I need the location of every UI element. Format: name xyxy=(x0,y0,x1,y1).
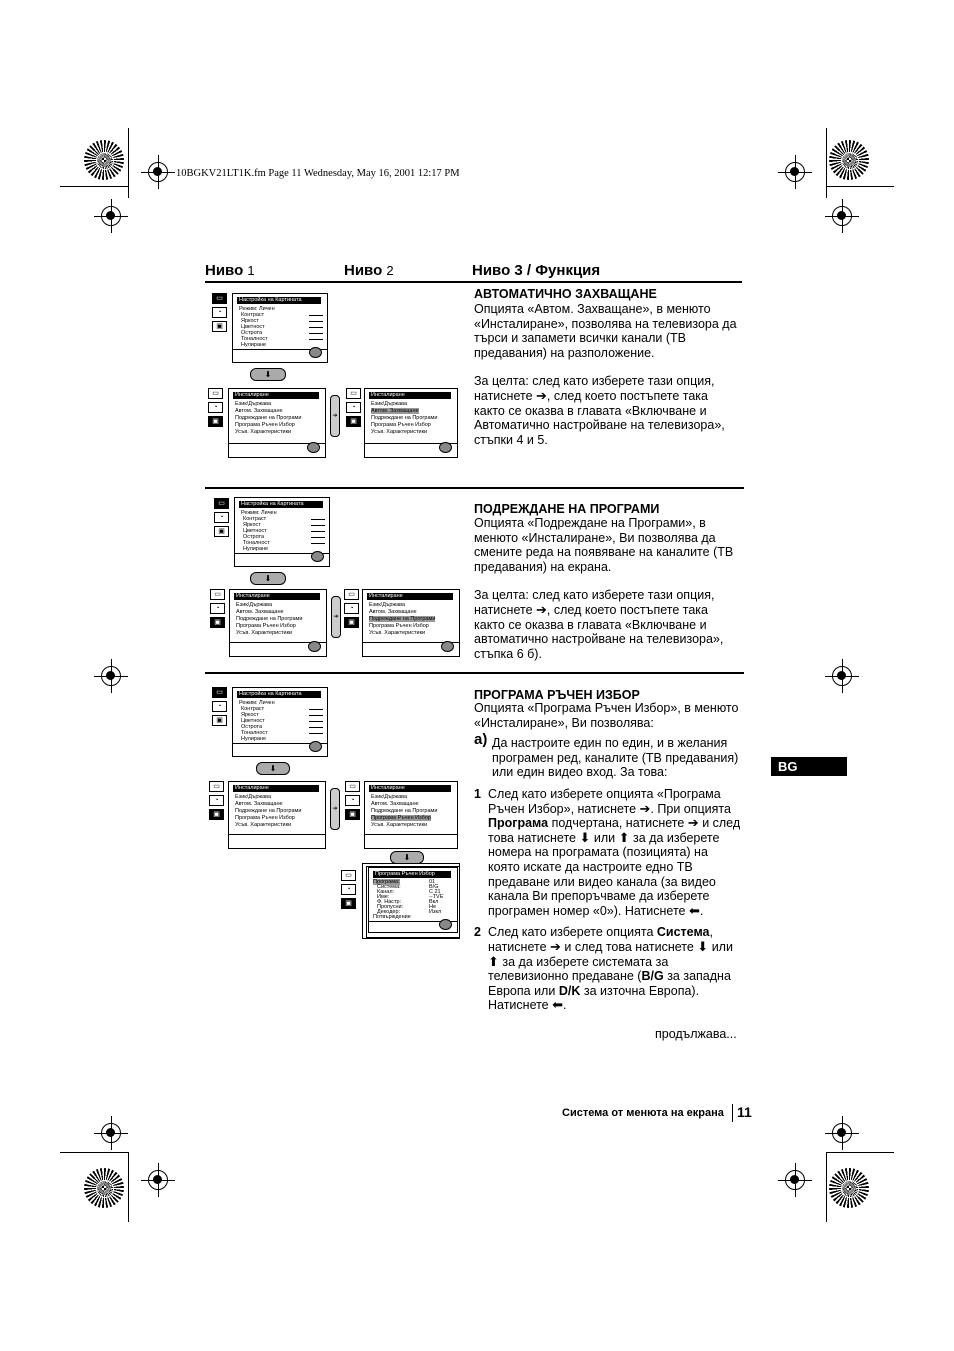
right-arrow-icon: ➔ xyxy=(536,601,547,617)
item-a-label: a) xyxy=(474,731,488,749)
picture-menu-icon: ▭ xyxy=(346,388,361,399)
menu-item: Контраст xyxy=(241,706,265,712)
step1-text-a: След като изберете опцията «Програма Ръчен Избор», натиснете xyxy=(488,786,721,816)
level3-heading: Ниво 3 / Функция xyxy=(472,262,601,279)
crosshair-mark xyxy=(832,666,852,686)
menu-item: Нулиране xyxy=(241,342,267,348)
install-menu-icon: ▣ xyxy=(346,416,361,427)
menu-item: Яркост xyxy=(243,522,261,528)
install-menu-screen-selected xyxy=(362,589,460,657)
ok-button-icon xyxy=(311,551,324,562)
level-bar xyxy=(311,543,325,544)
crosshair-mark xyxy=(785,162,805,182)
menu-item-highlighted: Програма Ръчен Избор xyxy=(371,815,431,821)
level2-num: 2 xyxy=(386,263,394,278)
install-menu-icon: ▣ xyxy=(344,617,359,628)
step1-text-e: за да изберете номера на програмата (позицията) на която искате да настроите едно ТВ предаване или видео канала (за видео канала Ви препоръчваме да изберете програмен номер «0»). Натиснете xyxy=(488,830,720,918)
level-bar xyxy=(309,321,323,322)
level1-word: Ниво xyxy=(205,262,244,279)
up-arrow-icon: ⬆ xyxy=(488,953,499,969)
timer-menu-icon: ◔ xyxy=(208,402,223,413)
step1-or: или xyxy=(593,830,616,845)
menu-icons xyxy=(344,589,360,631)
level-bar xyxy=(309,327,323,328)
menu-item: Контраст xyxy=(241,312,265,318)
crop-line xyxy=(60,186,128,187)
sec2-p2 xyxy=(474,588,742,661)
menu-title: Програма Ръчен Избор xyxy=(373,871,451,878)
ok-button-icon xyxy=(441,641,454,652)
setting-label: Ф. Настр: xyxy=(377,899,402,905)
right-nav-icon: ➔ xyxy=(331,596,341,638)
crosshair-mark xyxy=(148,1170,168,1190)
menu-icons xyxy=(346,388,362,430)
menu-icons xyxy=(341,870,357,912)
step1-text-c: подчертана, натиснете xyxy=(551,816,685,831)
level-bar xyxy=(309,733,323,734)
step2-text-a: След като изберете опцията xyxy=(488,925,654,940)
level-bar xyxy=(311,537,325,538)
sec1-p2a: За целта: след като изберете тази опция, натиснете xyxy=(474,374,715,403)
menu-item: Усъв. Характеристики xyxy=(235,822,292,828)
menu-title: Инсталиране xyxy=(367,593,453,600)
setting-label: Потвърждение xyxy=(373,914,411,920)
header-rule xyxy=(205,281,742,283)
timer-menu-icon: ◔ xyxy=(341,884,356,895)
menu-item: Автом. Захващане xyxy=(369,609,417,615)
install-menu-screen-selected xyxy=(364,781,458,849)
sec1-p2 xyxy=(474,374,739,447)
crosshair-mark xyxy=(832,206,852,226)
menu-item: Подреждане на Програми xyxy=(371,808,438,814)
down-nav-icon: ⬇ xyxy=(250,368,286,381)
ok-button-icon xyxy=(439,442,452,453)
right-arrow-icon: ➔ xyxy=(687,815,699,831)
sec3-item-a xyxy=(474,731,742,780)
setting-value: Вкл xyxy=(429,899,439,905)
sec1-p1: Опцията «Автом. Захващане», в менюто «Инсталиране», позволява на телевизора да търси и запамети всички канали (ТВ предавания) на разположение. xyxy=(474,302,737,360)
step2-text-b: , натиснете xyxy=(488,925,713,954)
menu-icons xyxy=(209,781,225,823)
step2-or: или xyxy=(711,939,733,954)
sec2-heading: ПОДРЕЖДАНЕ НА ПРОГРАМИ xyxy=(474,502,660,516)
right-nav-icon: ➔ xyxy=(330,788,340,830)
menu-item: Автом. Захващане xyxy=(235,408,283,414)
menu-item: Език/Държава xyxy=(235,401,272,407)
left-arrow-icon: ⬅ xyxy=(688,902,700,918)
level-bar xyxy=(311,519,325,520)
step1-text-b: . При опцията xyxy=(650,801,731,816)
system-bg: B/G xyxy=(641,969,664,984)
level-bar xyxy=(309,715,323,716)
step-number: 1 xyxy=(474,786,481,801)
timer-menu-icon: ◔ xyxy=(210,603,225,614)
level-bar xyxy=(311,525,325,526)
sec3-step-2: 2 След като изберете опцията Система, натиснете ➔ и след това натиснете ⬇ или ⬆ за да изберете системата за телевизионно предаване (B/G за западна Европа или D/K за източна Европа). Натиснете ⬅. xyxy=(474,925,733,1013)
menu-item: Усъв. Характеристики xyxy=(236,630,293,636)
crop-line xyxy=(826,1152,827,1222)
right-nav-icon: ➔ xyxy=(330,395,340,437)
crosshair-mark xyxy=(832,1123,852,1143)
install-menu-screen-selected xyxy=(364,388,458,458)
install-menu-icon: ▣ xyxy=(208,416,223,427)
setting-label: Канал: xyxy=(377,889,395,895)
sec3-p1: Опцията «Програма Ръчен Избор», в менюто «Инсталиране», Ви позволява: xyxy=(474,701,739,730)
install-menu-screen xyxy=(228,781,326,849)
right-arrow-icon: ➔ xyxy=(536,387,547,403)
setting-value: Не xyxy=(429,904,437,910)
page-number: 11 xyxy=(737,1104,752,1120)
ok-button-icon xyxy=(308,641,321,652)
menu-item: Език/Държава xyxy=(235,794,272,800)
menu-title: Настройка на Картината xyxy=(237,297,321,304)
timer-menu-icon: ◔ xyxy=(214,512,229,523)
menu-item: Език/Държава xyxy=(371,401,408,407)
down-nav-icon: ⬇ xyxy=(256,762,290,775)
down-nav-icon: ⬇ xyxy=(390,851,424,864)
install-menu-icon: ▣ xyxy=(212,321,227,332)
step2-text-e: за западна Европа или xyxy=(488,969,731,998)
crosshair-mark xyxy=(785,1170,805,1190)
menu-item: Острота xyxy=(241,330,263,336)
step2-text-f: за източна Европа). Натиснете xyxy=(488,983,700,1013)
level1-num: 1 xyxy=(247,263,255,278)
menu-item: Програма Ръчен Избор xyxy=(235,422,295,428)
menu-item: Цветност xyxy=(243,528,267,534)
menu-item: Яркост xyxy=(241,318,259,324)
sec1-body xyxy=(474,302,739,447)
step1-bold: Програма xyxy=(488,816,549,831)
picture-menu-screen xyxy=(234,497,330,567)
menu-item: Автом. Захващане xyxy=(236,609,284,615)
menu-item: Автом. Захващане xyxy=(235,801,283,807)
menu-title: Инсталиране xyxy=(233,785,319,792)
menu-item: Усъв. Характеристики xyxy=(371,822,428,828)
menu-title: Инсталиране xyxy=(234,593,320,600)
picture-menu-icon: ▭ xyxy=(212,293,227,304)
setting-value: C 21 xyxy=(429,889,441,895)
sec3-heading: ПРОГРАМА РЪЧЕН ИЗБОР xyxy=(474,688,640,702)
menu-item: Подреждане на Програми xyxy=(235,415,302,421)
level-bar xyxy=(309,333,323,334)
crop-line xyxy=(826,1152,894,1153)
menu-item: Подреждане на Програми xyxy=(371,415,438,421)
menu-icons xyxy=(214,498,230,540)
timer-menu-icon: ◔ xyxy=(345,795,360,806)
menu-item: Усъв. Характеристики xyxy=(369,630,426,636)
menu-item: Нулиране xyxy=(241,736,267,742)
right-arrow-icon: ➔ xyxy=(639,800,651,816)
setting-value: 01 xyxy=(429,879,436,885)
timer-menu-icon: ◔ xyxy=(212,701,227,712)
registration-star-bl xyxy=(84,1168,124,1208)
down-arrow-icon: ⬇ xyxy=(697,938,709,954)
sec2-body xyxy=(474,516,742,661)
level-bar xyxy=(309,727,323,728)
sec2-p2a: За целта: след като изберете тази опция, натиснете xyxy=(474,588,715,617)
crop-line xyxy=(826,186,894,187)
menu-item: Цветност xyxy=(241,324,265,330)
menu-icons xyxy=(212,293,228,335)
menu-item: Острота xyxy=(243,534,265,540)
manual-tuning-screen xyxy=(368,867,458,933)
timer-menu-icon: ◔ xyxy=(212,307,227,318)
menu-title: Инсталиране xyxy=(233,392,319,399)
menu-item: Език/Държава xyxy=(369,602,406,608)
menu-title: Настройка на Картината xyxy=(239,501,323,508)
menu-icons xyxy=(208,388,224,430)
crop-line xyxy=(60,1152,128,1153)
picture-menu-screen xyxy=(232,293,328,363)
ok-button-icon xyxy=(307,442,320,453)
install-menu-icon: ▣ xyxy=(212,715,227,726)
picture-menu-icon: ▭ xyxy=(208,388,223,399)
menu-item: Режим: Личен xyxy=(239,306,275,312)
menu-item: Цветност xyxy=(241,718,265,724)
menu-item: Програма Ръчен Избор xyxy=(236,623,296,629)
level-bar xyxy=(309,709,323,710)
step-number: 2 xyxy=(474,925,481,940)
setting-value: Изкл xyxy=(429,909,442,915)
language-tab xyxy=(771,757,847,776)
menu-item: Програма Ръчен Избор xyxy=(235,815,295,821)
down-nav-icon: ⬇ xyxy=(250,572,286,585)
menu-item: Тоналност xyxy=(241,730,268,736)
right-arrow-icon: ➔ xyxy=(550,938,561,954)
screen-divider xyxy=(229,834,325,835)
install-menu-icon: ▣ xyxy=(341,898,356,909)
menu-item: Програма Ръчен Избор xyxy=(369,623,429,629)
menu-item: Нулиране xyxy=(243,546,269,552)
screen-divider xyxy=(365,834,457,835)
continued-note: продължава... xyxy=(655,1027,737,1041)
sec3-step-1: 1 След като изберете опцията «Програма Ръчен Избор», натиснете ➔. При опцията Програма подчертана, натиснете ➔ и след това натиснете ⬇ или ⬆ за да изберете номера на програмата (позицията) на която искате да настроите едно ТВ предаване или видео канала (за видео канала Ви препоръчваме да изберете програмен номер «0»). Натиснете ⬅. xyxy=(474,786,741,918)
setting-label: Система: xyxy=(377,884,401,890)
picture-menu-icon: ▭ xyxy=(345,781,360,792)
install-menu-icon: ▣ xyxy=(209,809,224,820)
menu-item: Усъв. Характеристики xyxy=(235,429,292,435)
level2-heading xyxy=(344,262,394,279)
timer-menu-icon: ◔ xyxy=(346,402,361,413)
menu-icons xyxy=(345,781,361,823)
sec2-p2b: , след което постъпете така както се оказва в главата «Включване и автоматично настройване на телевизора», стъпка 6 б). xyxy=(474,602,724,661)
menu-item: Подреждане на Програми xyxy=(236,616,303,622)
menu-item: Режим: Личен xyxy=(239,700,275,706)
menu-item: Усъв. Характеристики xyxy=(371,429,428,435)
registration-star-tr xyxy=(829,140,869,180)
crosshair-mark xyxy=(101,206,121,226)
file-header: 10BGKV21LT1K.fm Page 11 Wednesday, May 16, 2001 12:17 PM xyxy=(176,168,460,179)
menu-title: Настройка на Картината xyxy=(237,691,321,698)
ok-button-icon xyxy=(309,741,322,752)
timer-menu-icon: ◔ xyxy=(209,795,224,806)
registration-star-br xyxy=(829,1168,869,1208)
system-dk: D/K xyxy=(558,983,581,998)
picture-menu-screen xyxy=(232,687,328,757)
footer-label: Система от менюта на екрана xyxy=(562,1107,724,1119)
menu-item-highlighted: Подреждане на Програми xyxy=(369,616,436,622)
install-menu-screen xyxy=(228,388,326,458)
sec1-heading: АВТОМАТИЧНО ЗАХВАЩАНЕ xyxy=(474,287,657,301)
section-rule xyxy=(205,672,744,674)
level-bar xyxy=(309,339,323,340)
menu-title: Инсталиране xyxy=(369,785,451,792)
level2-word: Ниво xyxy=(344,262,383,279)
install-menu-icon: ▣ xyxy=(345,809,360,820)
language-tab-label: BG xyxy=(778,759,798,774)
crosshair-mark xyxy=(148,162,168,182)
crop-line xyxy=(826,128,827,198)
step2-bold: Система xyxy=(656,925,710,940)
left-arrow-icon: ⬅ xyxy=(552,997,564,1013)
menu-item-highlighted: Автом. Захващане xyxy=(371,408,419,414)
step2-text-d: за да изберете системата за телевизионно предаване ( xyxy=(488,954,669,984)
crosshair-mark xyxy=(101,1123,121,1143)
level-bar xyxy=(311,531,325,532)
step2-text-c: и след това натиснете xyxy=(564,939,694,954)
ok-button-icon xyxy=(309,347,322,358)
footer xyxy=(560,1104,760,1124)
footer-divider xyxy=(732,1104,733,1122)
menu-item: Език/Държава xyxy=(371,794,408,800)
menu-item: Тоналност xyxy=(243,540,270,546)
ok-button-icon xyxy=(439,919,452,930)
step1-text-d: и след това натиснете xyxy=(488,816,741,845)
picture-menu-icon: ▭ xyxy=(209,781,224,792)
setting-label: Име: xyxy=(377,894,390,900)
menu-item: Автом. Захващане xyxy=(371,801,419,807)
crop-line xyxy=(128,1152,129,1222)
sec2-p1: Опцията «Подреждане на Програми», в менюто «Инсталиране», Ви позволява да смените реда на появяване на каналите (ТВ предавания) на екрана. xyxy=(474,516,734,574)
crosshair-mark xyxy=(101,666,121,686)
level1-heading xyxy=(205,262,255,279)
setting-label: Пропусни: xyxy=(377,904,404,910)
sec1-p2b: , след което постъпете така както се оказва в главата «Включване и Автоматично настройване на телевизора», стъпки 4 и 5. xyxy=(474,388,725,447)
menu-item: Език/Държава xyxy=(236,602,273,608)
menu-item: Тоналност xyxy=(241,336,268,342)
menu-item: Режим: Личен xyxy=(241,510,277,516)
crop-line xyxy=(128,128,129,198)
item-a-text: Да настроите един по един, и в желания програмен ред, каналите (ТВ предавания) или един видео вход. За това: xyxy=(492,736,739,780)
install-menu-screen xyxy=(229,589,327,657)
level-bar xyxy=(309,315,323,316)
menu-item: Яркост xyxy=(241,712,259,718)
level-bar xyxy=(309,721,323,722)
up-arrow-icon: ⬆ xyxy=(618,829,630,845)
menu-title: Инсталиране xyxy=(369,392,451,399)
picture-menu-icon: ▭ xyxy=(344,589,359,600)
down-arrow-icon: ⬇ xyxy=(579,829,591,845)
setting-label: Програма: xyxy=(373,879,400,885)
setting-value: B/G xyxy=(429,884,439,890)
registration-star-tl xyxy=(84,140,124,180)
setting-label: Декодер: xyxy=(377,909,401,915)
menu-item: Подреждане на Програми xyxy=(235,808,302,814)
picture-menu-icon: ▭ xyxy=(212,687,227,698)
setting-value: --TVE xyxy=(429,894,444,900)
picture-menu-icon: ▭ xyxy=(214,498,229,509)
menu-icons xyxy=(210,589,226,631)
install-menu-icon: ▣ xyxy=(214,526,229,537)
timer-menu-icon: ◔ xyxy=(344,603,359,614)
install-menu-icon: ▣ xyxy=(210,617,225,628)
menu-item: Контраст xyxy=(243,516,267,522)
menu-icons xyxy=(212,687,228,729)
menu-item: Острота xyxy=(241,724,263,730)
sec3-body xyxy=(474,701,742,1013)
section-rule xyxy=(205,487,744,489)
menu-item: Програма Ръчен Избор xyxy=(371,422,431,428)
picture-menu-icon: ▭ xyxy=(210,589,225,600)
picture-menu-icon: ▭ xyxy=(341,870,356,881)
